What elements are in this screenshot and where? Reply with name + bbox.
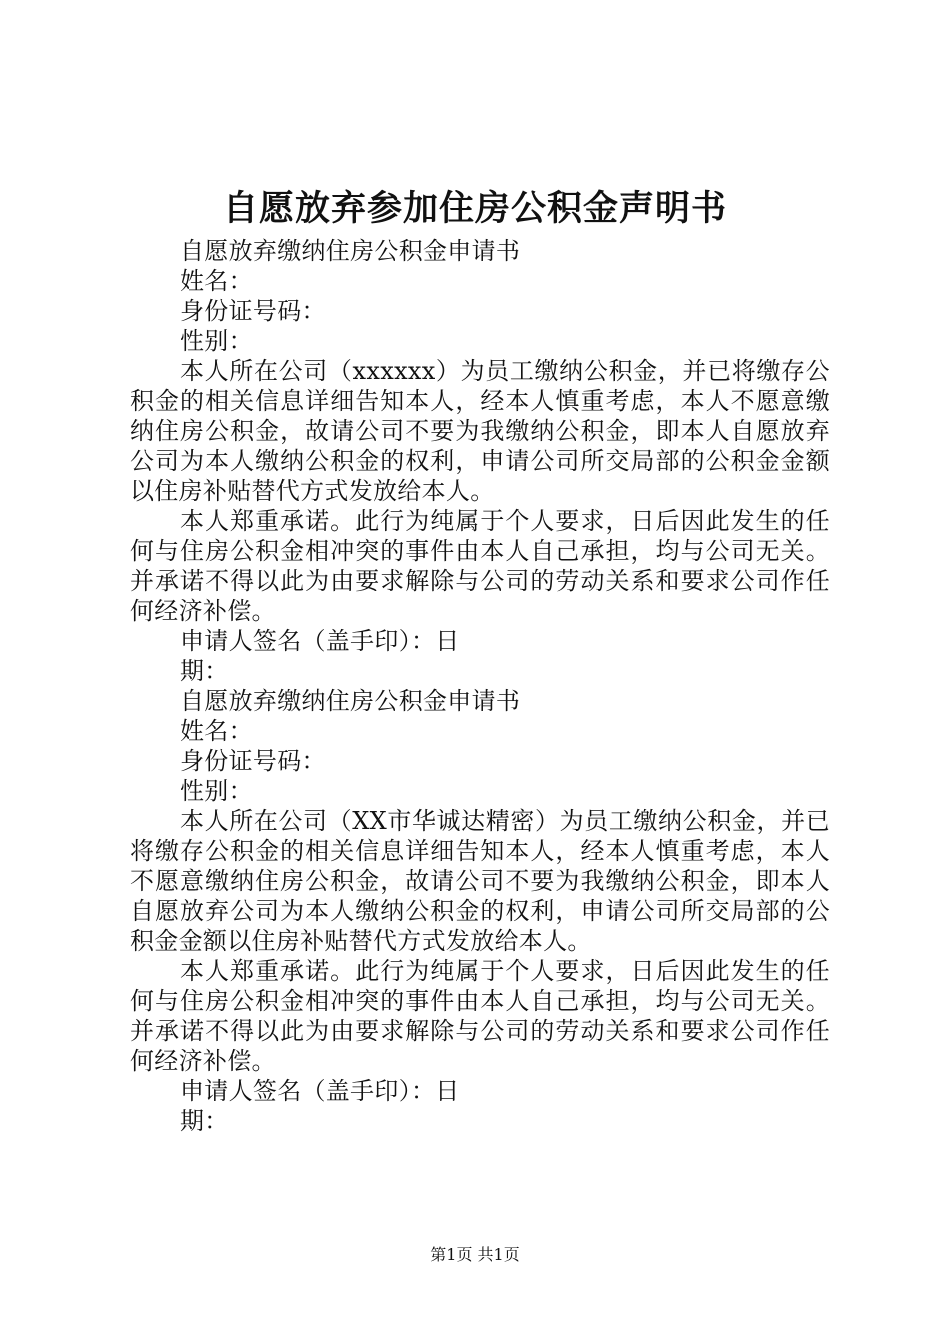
commitment-paragraph: 本人郑重承诺。此行为纯属于个人要求，日后因此发生的任何与住房公积金相冲突的事件由本人自己承担，均与公司无关。并承诺不得以此为由要求解除与公司的劳动关系和要求公司作任何经济补偿。 [130,507,830,625]
commitment-paragraph: 本人郑重承诺。此行为纯属于个人要求，日后因此发生的任何与住房公积金相冲突的事件由本人自己承担，均与公司无关。并承诺不得以此为由要求解除与公司的劳动关系和要求公司作任何经济补偿。 [130,957,830,1075]
signature-label: 申请人签名（盖手印）：日 [180,627,460,655]
application-section-1 [130,236,830,686]
section-heading: 自愿放弃缴纳住房公积金申请书 [180,687,521,715]
signature-label: 申请人签名（盖手印）：日 [180,1077,460,1105]
application-section-2 [130,686,830,1136]
page-footer: 第1页 共1页 [430,1245,520,1264]
statement-paragraph: 本人所在公司（XX市华诚达精密）为员工缴纳公积金，并已将缴存公积金的相关信息详细告知本人，经本人慎重考虑，本人不愿意缴纳住房公积金，故请公司不要为我缴纳公积金，即本人自愿放弃公司为本人缴纳公积金的权利，申请公司所交局部的公积金金额以住房补贴替代方式发放给本人。 [130,807,830,955]
document-title: 自愿放弃参加住房公积金声明书 [222,188,727,229]
date-label: 期： [180,1107,229,1135]
name-field-label: 姓名： [180,267,253,295]
statement-paragraph: 本人所在公司（xxxxxx）为员工缴纳公积金，并已将缴存公积金的相关信息详细告知本人，经本人慎重考虑，本人不愿意缴纳住房公积金，故请公司不要为我缴纳公积金，即本人自愿放弃公司为本人缴纳公积金的权利，申请公司所交局部的公积金金额以住房补贴替代方式发放给本人。 [130,357,830,505]
document-body [130,236,830,1136]
id-number-field-label: 身份证号码： [180,297,326,325]
section-heading: 自愿放弃缴纳住房公积金申请书 [180,237,521,265]
id-number-field-label: 身份证号码： [180,747,326,775]
name-field-label: 姓名： [180,717,253,745]
gender-field-label: 性别： [180,327,253,355]
gender-field-label: 性别： [180,777,253,805]
date-label: 期： [180,657,229,685]
